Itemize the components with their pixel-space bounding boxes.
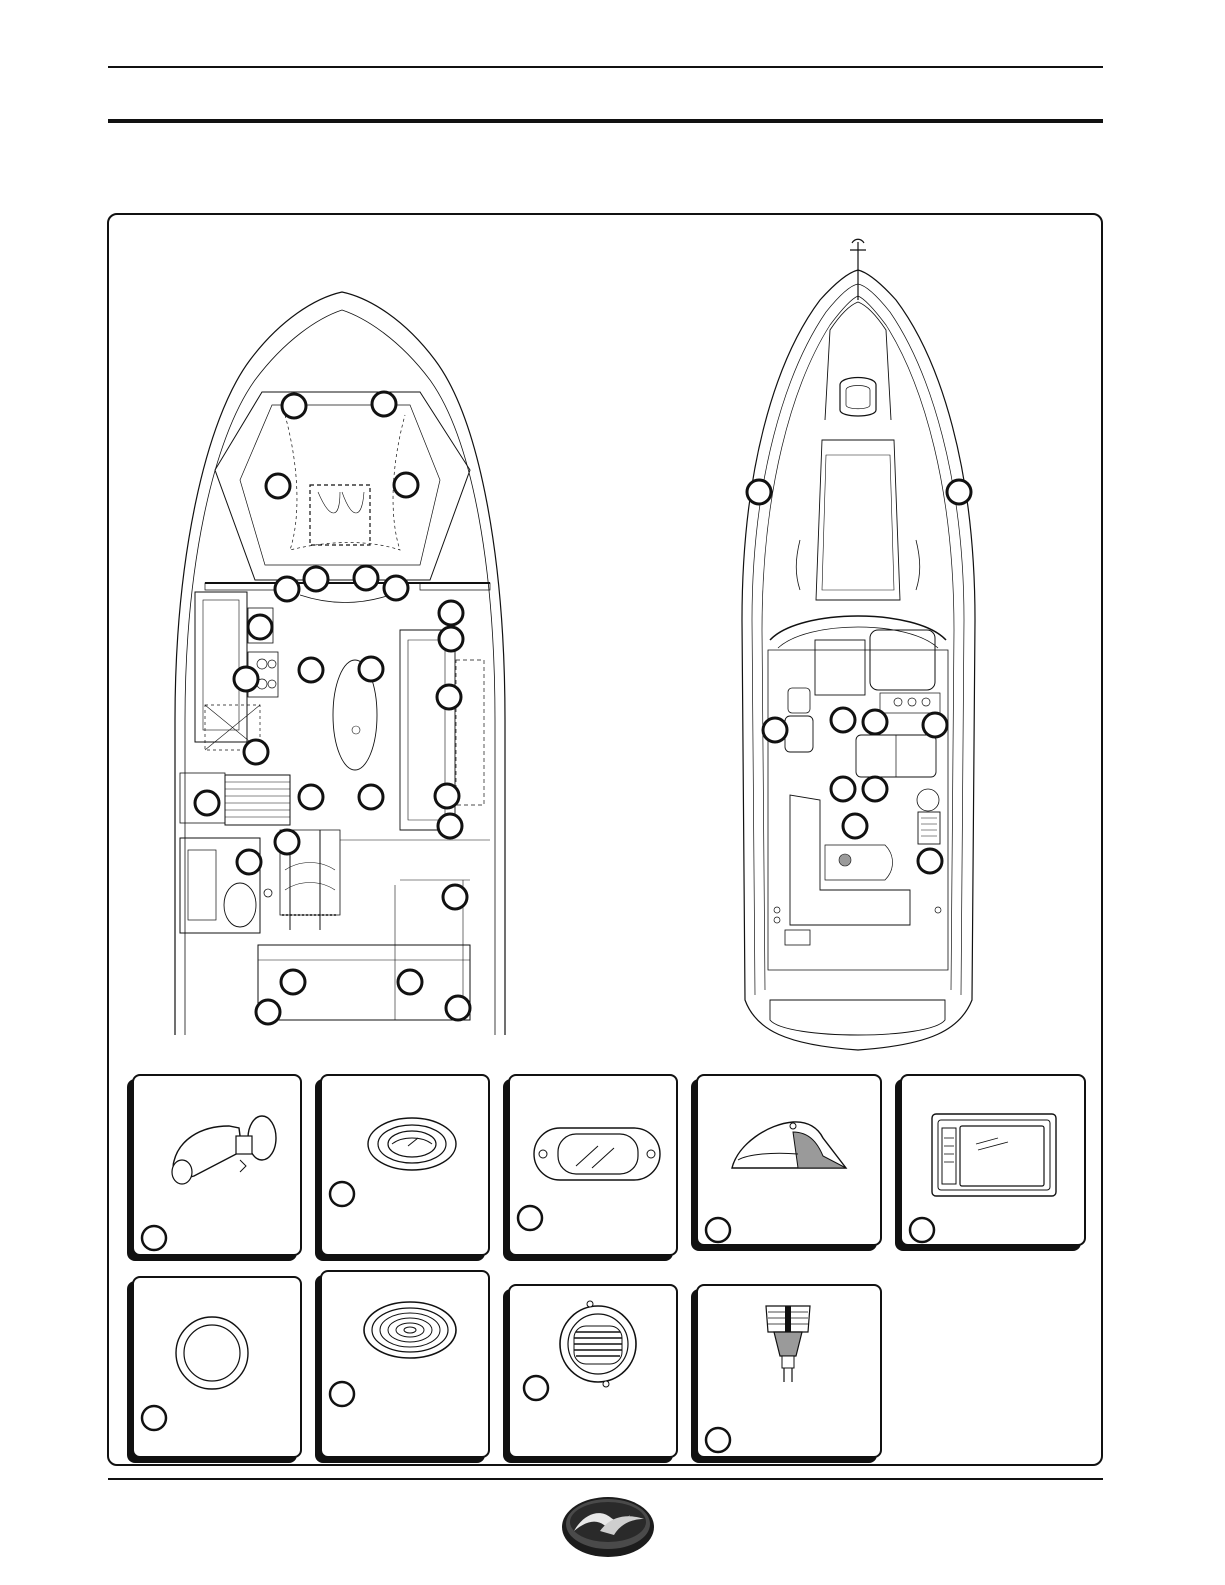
v-berth	[215, 392, 470, 580]
callout-circle	[443, 885, 467, 909]
all-round-light-fixture	[696, 1284, 882, 1458]
callout-circle	[384, 576, 408, 600]
callout-circle	[330, 1382, 354, 1406]
callout-circle	[831, 708, 855, 732]
navigation-light-fixture	[696, 1074, 882, 1246]
speaker-icon	[322, 1272, 492, 1460]
all-round-light-icon	[698, 1286, 884, 1460]
swim-platform	[770, 1000, 945, 1035]
callout-circle	[282, 394, 306, 418]
reading-light-icon	[134, 1076, 304, 1258]
windshield	[770, 616, 946, 640]
callout-circle	[437, 685, 461, 709]
callout-circle	[275, 830, 299, 854]
callout-circle	[142, 1406, 166, 1430]
callout-circle	[256, 1000, 280, 1024]
callout-circle	[706, 1218, 730, 1242]
hatch-window-icon	[902, 1076, 1088, 1248]
callout-circle	[244, 740, 268, 764]
callout-circle	[237, 850, 261, 874]
callout-circle	[299, 658, 323, 682]
callout-circle	[947, 480, 971, 504]
nav-light-icon	[698, 1076, 884, 1248]
callout-circle	[359, 785, 383, 809]
hatch-window-fixture	[900, 1074, 1086, 1246]
callout-circle	[863, 710, 887, 734]
round-light-icon	[134, 1278, 304, 1460]
callout-circle	[918, 849, 942, 873]
brand-logo-icon	[560, 1487, 656, 1561]
helm-console	[870, 630, 935, 690]
sunpad	[816, 440, 900, 600]
callout-circle	[910, 1218, 934, 1242]
cockpit	[768, 650, 948, 970]
callout-circle	[394, 473, 418, 497]
callout-circle	[359, 657, 383, 681]
callout-circle	[372, 392, 396, 416]
companionway-stairs	[225, 775, 290, 825]
callout-circle	[524, 1376, 548, 1400]
recessed-light-icon	[322, 1076, 492, 1258]
porthole-icon	[510, 1076, 680, 1258]
deck-hull-outline	[742, 270, 975, 1050]
callout-circle	[439, 601, 463, 625]
callout-circle	[195, 791, 219, 815]
callout-circle	[142, 1226, 166, 1250]
deck-layout-plan	[742, 239, 975, 1050]
deck-callouts	[747, 480, 971, 873]
callout-circle	[234, 667, 258, 691]
bow-hatch	[840, 378, 876, 417]
callout-circle	[398, 970, 422, 994]
speaker-fixture	[320, 1270, 490, 1458]
cabin-callouts	[195, 392, 470, 1024]
callout-circle	[435, 784, 459, 808]
callout-circle	[275, 577, 299, 601]
oval-porthole-fixture	[508, 1074, 678, 1256]
callout-circle	[863, 777, 887, 801]
cabin-layout-plan	[175, 292, 505, 1035]
cabin-hull-inner	[185, 310, 495, 1035]
callout-circle	[706, 1428, 730, 1452]
foredeck	[825, 302, 891, 420]
callout-circle	[304, 567, 328, 591]
footer-rule	[108, 1478, 1103, 1480]
callout-circle	[438, 814, 462, 838]
callout-circle	[354, 566, 378, 590]
recessed-dome-light-fixture	[320, 1074, 490, 1256]
callout-circle	[747, 480, 771, 504]
callout-circle	[266, 474, 290, 498]
cabin-hull-outline	[175, 292, 505, 1035]
reading-light-fixture	[132, 1074, 302, 1256]
vent-icon	[510, 1286, 680, 1460]
callout-circle	[281, 970, 305, 994]
callout-circle	[843, 814, 867, 838]
toilet	[224, 883, 256, 927]
callout-circle	[923, 713, 947, 737]
companion-seat	[785, 716, 813, 752]
round-courtesy-light-fixture	[132, 1276, 302, 1458]
callout-circle	[299, 785, 323, 809]
callout-circle	[831, 777, 855, 801]
callout-circle	[248, 615, 272, 639]
callout-circle	[763, 718, 787, 742]
callout-circle	[439, 627, 463, 651]
callout-circle	[330, 1182, 354, 1206]
callout-circle	[518, 1206, 542, 1230]
callout-circle	[446, 996, 470, 1020]
vent-fixture	[508, 1284, 678, 1458]
